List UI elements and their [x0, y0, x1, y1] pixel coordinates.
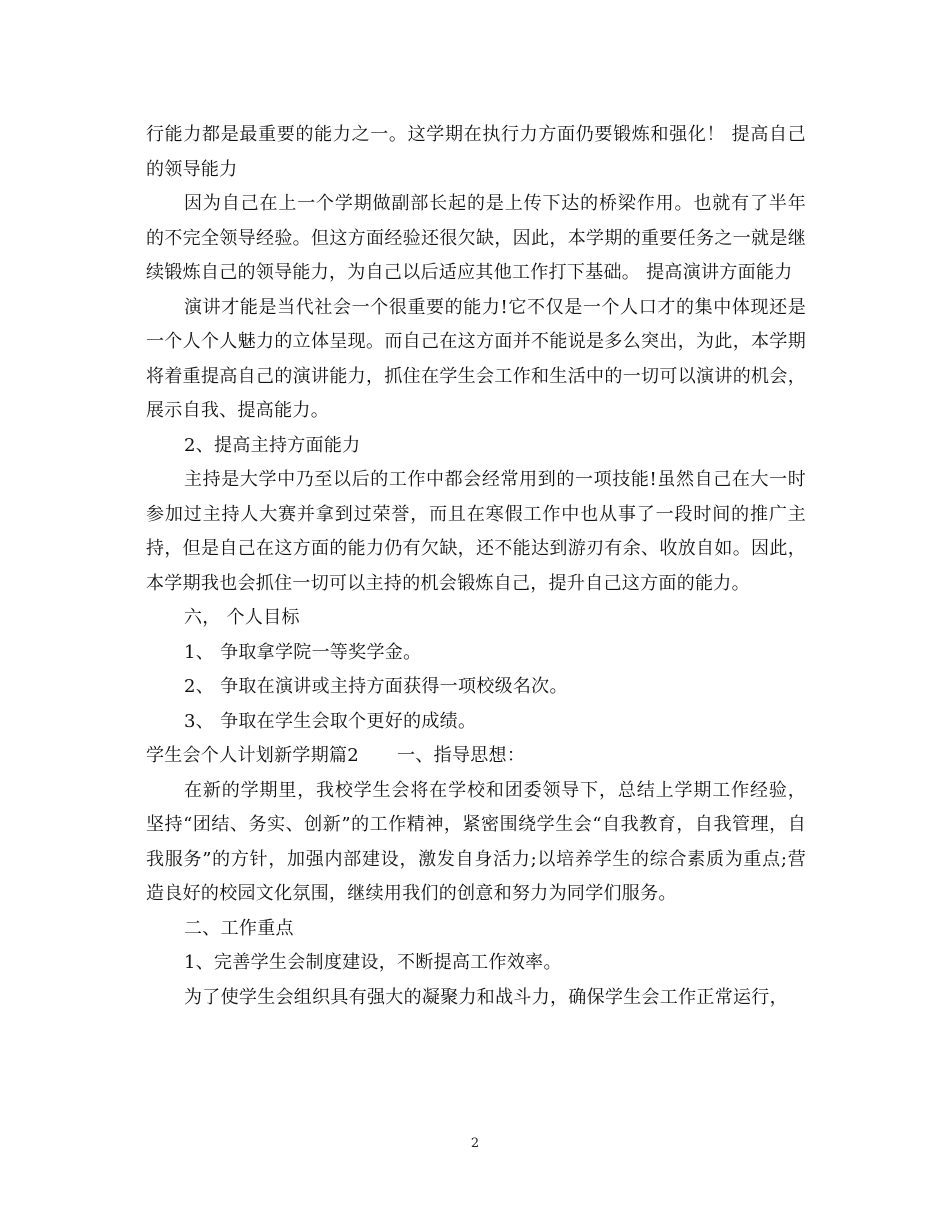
- paragraph: 因为自己在上一个学期做副部长起的是上传下达的桥梁作用。也就有了半年的不完全领导经验。但这方面经验还很欠缺，因此，本学期的重要任务之一就是继续锻炼自己的领导能力，为自己以后适应其他工作打下基础。 提高演讲方面能力: [146, 193, 806, 283]
- paragraph: 演讲才能是当代社会一个很重要的能力!它不仅是一个人口才的集中体现还是一个人个人魅力的立体呈现。而自己在这方面并不能说是多么突出，为此，本学期将着重提高自己的演讲能力，抓住在学生会工作和生活中的一切可以演讲的机会，展示自我、提高能力。: [146, 296, 806, 421]
- paragraph: 2、 争取在演讲或主持方面获得一项校级名次。: [184, 676, 568, 697]
- page-number: 2: [470, 1136, 480, 1151]
- section-heading: [146, 739, 806, 774]
- paragraph: 2、提高主持方面能力: [184, 434, 361, 456]
- section-subtitle: 一、指导思想：: [397, 745, 526, 766]
- paragraph: 六， 个人目标: [184, 607, 300, 628]
- section-title: 学生会个人计划新学期篇2: [146, 745, 360, 766]
- paragraph: 1、 争取拿学院一等奖学金。: [184, 641, 422, 663]
- paragraph: 行能力都是最重要的能力之一。这学期在执行力方面仍要锻炼和强化！ 提高自己的领导能力: [146, 124, 806, 180]
- paragraph: 二、工作重点: [184, 917, 294, 939]
- paragraph: 在新的学期里，我校学生会将在学校和团委领导下，总结上学期工作经验，坚持“团结、务实、创新”的工作精神，紧密围绕学生会“自我教育，自我管理，自我服务”的方针，加强内部建设，激发自身活力;以培养学生的综合素质为重点;营造良好的校园文化氛围，继续用我们的创意和努力为同学们服务。: [146, 779, 806, 904]
- paragraph: 1、完善学生会制度建设，不断提高工作效率。: [184, 952, 562, 973]
- document-body: [146, 118, 806, 1015]
- paragraph: 3、 争取在学生会取个更好的成绩。: [184, 710, 477, 732]
- paragraph: 为了使学生会组织具有强大的凝聚力和战斗力，确保学生会工作正常运行，: [184, 986, 788, 1008]
- paragraph: 主持是大学中乃至以后的工作中都会经常用到的一项技能!虽然自己在大一时参加过主持人大赛并拿到过荣誉，而且在寒假工作中也从事了一段时间的推广主持，但是自己在这方面的能力仍有欠缺，还不能达到游刃有余、收放自如。因此，本学期我也会抓住一切可以主持的机会锻炼自己，提升自己这方面的能力。: [146, 469, 806, 594]
